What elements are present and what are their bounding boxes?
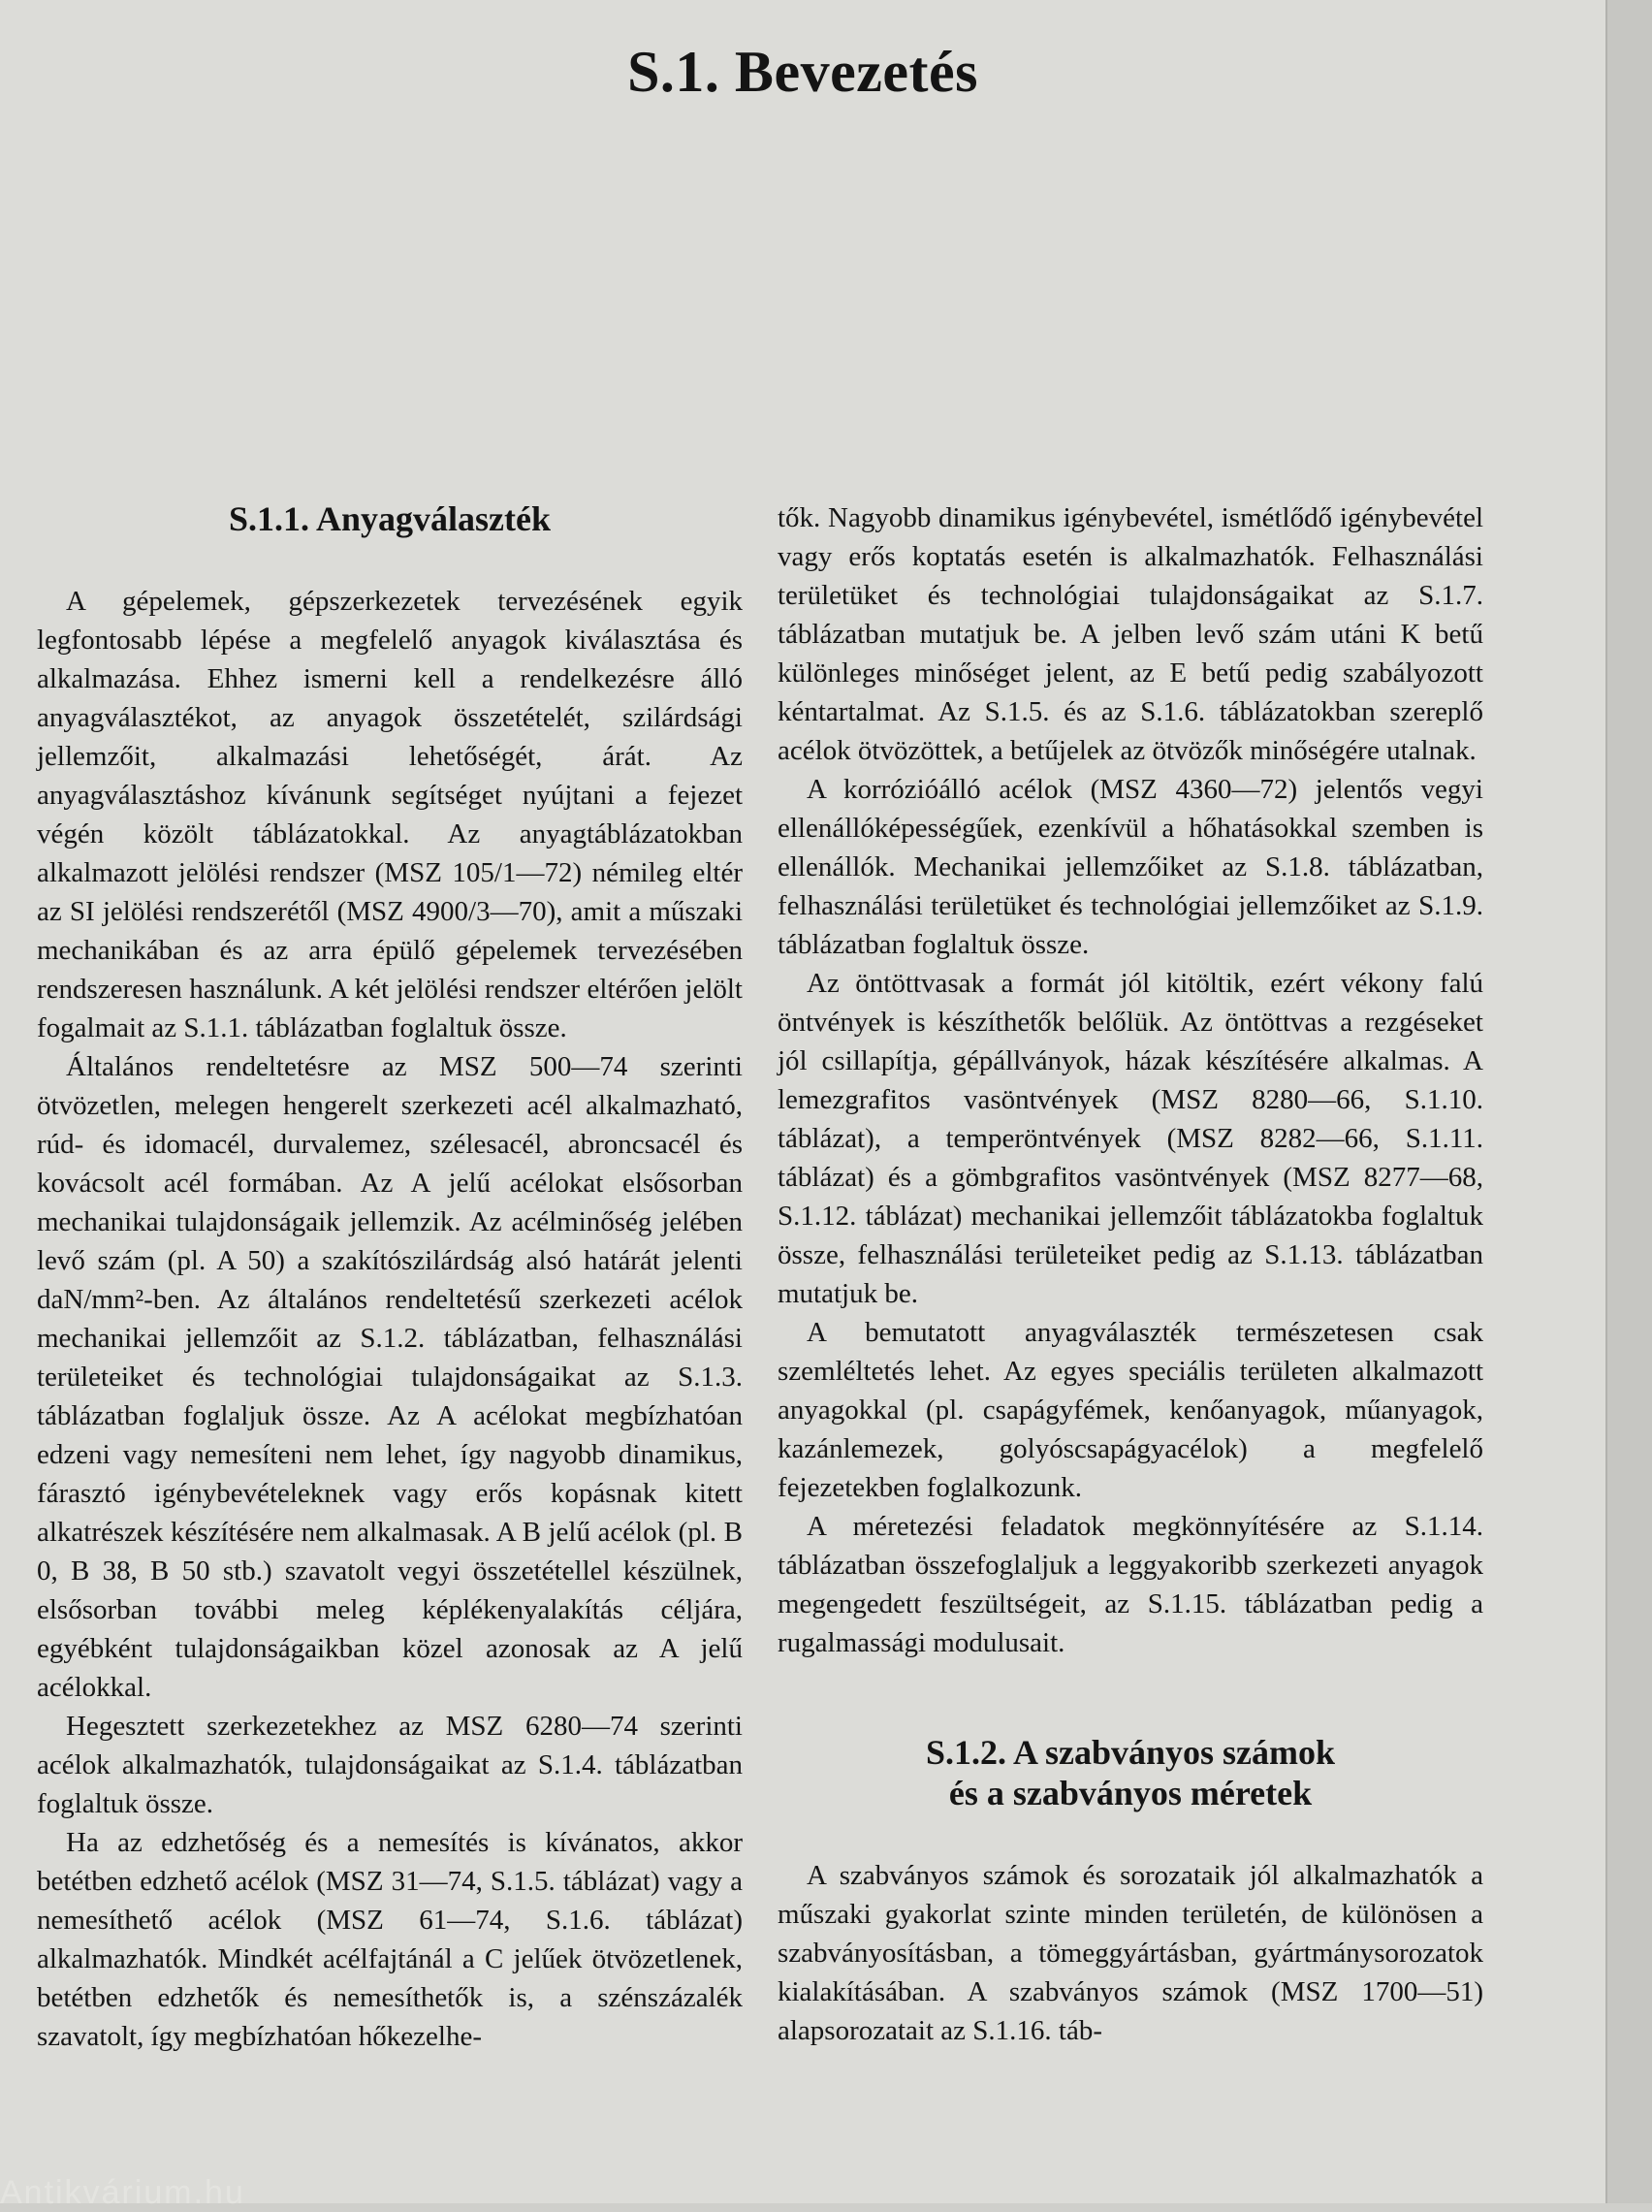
paragraph: A bemutatott anyagválaszték természetesen csak szemléltetés lehet. Az egyes speciális területen alkalmazott anyagokkal (pl. csapágyfémek, kenőanyagok, műanyagok, kazánlemezek, golyóscsapágyacélok) a megfelelő fejezetekben foglalkozunk.	[778, 1317, 1483, 1503]
paragraph: A méretezési feladatok megkönnyítésére az S.1.14. táblázatban összefoglaljuk a leggyakoribb szerkezeti anyagok megengedett feszültségeit, az S.1.15. táblázatban pedig a rugalmassági modulusait.	[778, 1511, 1483, 1658]
left-column	[37, 498, 743, 2056]
section-title-line-1: S.1.2. A szabványos számok	[925, 1733, 1336, 1772]
paragraph: Ha az edzhetőség és a nemesítés is kívánatos, akkor betétben edzhető acélok (MSZ 31—74, S.1.5. táblázat) vagy a nemesíthető acélok (MSZ 61—74, S.1.6. táblázat) alkalmazhatók. Mindkét acélfajtánál a C jelűek ötvözetlenek, betétben edzhetők és nemesíthetők is, a szénszázalék szavatolt, így megbízhatóan hőkezelhe-	[37, 1827, 743, 2052]
section-title-line-2: és a szabványos méretek	[948, 1774, 1313, 1812]
section-title-szabvanyos-szamok	[778, 1732, 1483, 1813]
paragraph: A szabványos számok és sorozataik jól alkalmazhatók a műszaki gyakorlat szinte minden területén, de különösen a szabványosításban, a tömeggyártásban, gyártmánysorozatok kialakításában. A szabványos számok (MSZ 1700—51) alapsorozatait az S.1.16. táb-	[778, 1860, 1483, 2046]
paragraph-continued: tők. Nagyobb dinamikus igénybevétel, ismétlődő igénybevétel vagy erős koptatás esetén is alkalmazhatók. Felhasználási területüket és technológiai tulajdonságaikat az S.1.7. táblázatban mutatjuk be. A jelben levő szám utáni K betű különleges minőséget jelent, az E betű pedig szabályozott kéntartalmat. Az S.1.5. és az S.1.6. táblázatokban szereplő acélok ötvözöttek, a betűjelek az ötvözők minőségére utalnak.	[778, 502, 1483, 766]
chapter-title: S.1. Bevezetés	[627, 40, 978, 104]
paragraph: Az öntöttvasak a formát jól kitöltik, ezért vékony falú öntvények is készíthetők belőlük. Az öntöttvas a rezgéseket jól csillapítja, gépállványok, házak készítésére alkalmas. A lemezgrafitos vasöntvények (MSZ 8280—66, S.1.10. táblázat), a temperöntvények (MSZ 8282—66, S.1.11. táblázat) és a gömbgrafitos vasöntvények (MSZ 8277—68, S.1.12. táblázat) mechanikai jellemzőit táblázatokba foglaltuk össze, felhasználási területeiket pedig az S.1.13. táblázatban mutatjuk be.	[778, 968, 1483, 1309]
paragraph: A korrózióálló acélok (MSZ 4360—72) jelentős vegyi ellenállóképességűek, ezenkívül a hőhatásokkal szemben is ellenállók. Mechanikai jellemzőiket az S.1.8. táblázatban, felhasználási területüket és technológiai jellemzőiket az S.1.9. táblázatban foglaltuk össze.	[778, 774, 1483, 960]
page-edge	[1605, 0, 1652, 2203]
right-column	[778, 498, 1483, 2050]
watermark: Antikvárium.hu	[0, 2174, 245, 2211]
paragraph: A gépelemek, gépszerkezetek tervezésének egyik legfontosabb lépése a megfelelő anyagok kiválasztása és alkalmazása. Ehhez ismerni kell a rendelkezésre álló anyagválasztékot, az anyagok összetételét, szilárdsági jellemzőit, alkalmazási lehetőségét, árát. Az anyagválasztáshoz kívánunk segítséget nyújtani a fejezet végén közölt táblázatokkal. Az anyagtáblázatokban alkalmazott jelölési rendszer (MSZ 105/1—72) némileg eltér az SI jelölési rendszerétől (MSZ 4900/3—70), amit a műszaki mechanikában és az arra épülő gépelemek tervezésében rendszeresen használunk. A két jelölési rendszer eltérően jelölt fogalmait az S.1.1. táblázatban foglaltuk össze.	[37, 586, 743, 1043]
paragraph: Hegesztett szerkezetekhez az MSZ 6280—74 szerinti acélok alkalmazhatók, tulajdonságaikat az S.1.4. táblázatban foglaltuk össze.	[37, 1711, 743, 1819]
section-title-anyagvalasztek: S.1.1. Anyagválaszték	[228, 499, 552, 538]
paragraph: Általános rendeltetésre az MSZ 500—74 szerinti ötvözetlen, melegen hengerelt szerkezeti acél alkalmazható, rúd- és idomacél, durvalemez, szélesacél, abroncsacél és kovácsolt acél formában. Az A jelű acélokat elsősorban mechanikai tulajdonságaik jellemzik. Az acélminőség jelében levő szám (pl. A 50) a szakítószilárdság alsó határát jelenti daN/mm²-ben. Az általános rendeltetésű szerkezeti acélok mechanikai jellemzőit az S.1.2. táblázatban, felhasználási területeiket és technológiai tulajdonságaikat az S.1.3. táblázatban foglaljuk össze. Az A acélokat megbízhatóan edzeni vagy nemesíteni nem lehet, így nagyobb dinamikus, fárasztó igénybevételeknek vagy erős kopásnak kitett alkatrészek készítésére nem alkalmasak. A B jelű acélok (pl. B 0, B 38, B 50 stb.) szavatolt vegyi összetétellel készülnek, elsősorban további meleg képlékenyalakítás céljára, egyébként tulajdonságaikban közel azonosak az A jelű acélokkal.	[37, 1051, 743, 1703]
